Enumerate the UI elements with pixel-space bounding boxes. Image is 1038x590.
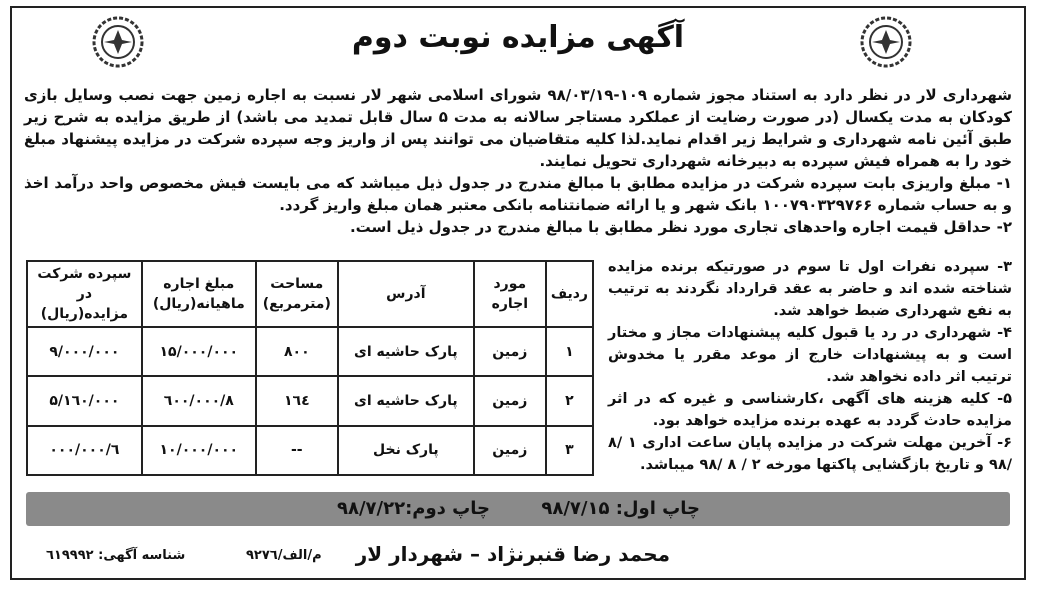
second-print-date: چاپ دوم:۹۸/۷/۲۲: [337, 498, 490, 519]
header-address: آدرس: [338, 261, 474, 327]
intro-text: [24, 84, 1012, 238]
notice-title: آگهی مزایده نوبت دوم: [351, 20, 685, 55]
condition-2: ۲- حداقل قیمت اجاره واحدهای تجاری مورد نظر مطابق با مبالغ مندرج در جدول ذیل است.: [349, 218, 1012, 236]
table-row: [27, 426, 593, 475]
cell-row: ۲: [546, 376, 593, 425]
cell-rent: ۱۵/۰۰۰/۰۰۰: [142, 327, 256, 376]
cell-area: ۱٦٤: [256, 376, 338, 425]
first-print-date: چاپ اول: ۹۸/۷/۱۵: [541, 498, 700, 519]
intro-paragraph: شهرداری لار در نظر دارد به استناد مجوز شماره ۱۰۹-۹۸/۰۳/۱۹ شورای اسلامی شهر لار نسبت به اجاره زمین جهت نصب وسایل بازی کودکان به مدت یکسال (در صورت رضایت از عملکرد مستاجر سالانه به مدت ۵ سال قابل تمدید می باشد) از طریق مزایده به شرح زیر طبق آئین نامه شهرداری و شرایط زیر اقدام نماید.لذا کلیه متقاضیان می توانند پس از واریز وجه سپرده شرکت در مزایده پیشنهاد مبلغ خود را به همراه فیش سپرده به دبیرخانه شهرداری تحویل نمایند.: [24, 86, 1013, 170]
cell-area: ۸۰۰: [256, 327, 338, 376]
cell-deposit: ٦/۰۰۰/۰۰۰: [27, 426, 142, 475]
print-dates-bar: [26, 492, 1010, 526]
mayor-signature: محمد رضا قنبرنژاد – شهردار لار: [355, 542, 670, 566]
notice-frame: [10, 6, 1026, 580]
condition-1: ۱- مبلغ واریزی بابت سپرده شرکت در مزایده مطابق با مبالغ مندرج در جدول ذیل میباشد که می بایست فیش مخصوص واحد درآمد اخذ و به حساب شماره ۱۰۰۷۹۰۳۲۹۷۶۶ بانک شهر و یا ارائه ضمانتنامه بانکی معتبر همان مبلغ واریز گردد.: [24, 174, 1012, 214]
header-deposit: سپرده شرکت در مزایده(ریال): [27, 261, 142, 327]
cell-row: ۱: [546, 327, 593, 376]
cell-area: --: [256, 426, 338, 475]
cell-type: زمین: [474, 426, 546, 475]
condition-5: ۵- کلیه هزینه های آگهی ،کارشناسی و غیره که در اثر مزایده حادث گردد به عهده برنده مزایده خواهد بود.: [608, 391, 1012, 429]
condition-4: ۴- شهرداری در رد یا قبول کلیه پیشنهادات مجاز و مختار است و به پیشنهادات خارج از موعد مقرر یا مخدوش ترتیب اثر داده نخواهد شد.: [608, 325, 1012, 385]
cell-type: زمین: [474, 376, 546, 425]
cell-deposit: ۹/۰۰۰/۰۰۰: [27, 327, 142, 376]
conditions-list: [608, 256, 1012, 476]
cell-rent: ۸/٦۰۰/۰۰۰: [142, 376, 256, 425]
ad-id: شناسه آگهی: ٦۱۹۹۹۲: [46, 548, 186, 563]
reference-number: م/الف/۹۲۷٦: [246, 548, 322, 563]
header-row-number: ردیف: [546, 261, 593, 327]
header-type: مورد اجاره: [474, 261, 546, 327]
table-row: [27, 327, 593, 376]
header-rent: مبلغ اجاره ماهیانه(ریال): [142, 261, 256, 327]
table-row: [27, 376, 593, 425]
table-header-row: [27, 261, 593, 327]
footer: [26, 536, 1010, 576]
cell-type: زمین: [474, 327, 546, 376]
cell-deposit: ۵/۱٦۰/۰۰۰: [27, 376, 142, 425]
condition-6: ۶- آخرین مهلت شرکت در مزایده پایان ساعت اداری ۱ /۸ /۹۸ و تاریخ بازگشایی پاکتها مورخه ۲ / ۸ /۹۸ میباشد.: [608, 435, 1012, 473]
cell-address: پارک حاشیه ای: [338, 376, 474, 425]
header-area: مساحت (مترمربع): [256, 261, 338, 327]
condition-3: ۳- سپرده نفرات اول تا سوم در صورتیکه برنده مزایده شناخته شده اند و حاضر به عقد قرارداد نگردند به ترتیب به نفع شهرداری ضبط خواهد شد.: [608, 259, 1012, 319]
cell-rent: ۱۰/۰۰۰/۰۰۰: [142, 426, 256, 475]
auction-table: [26, 260, 594, 476]
cell-row: ۳: [546, 426, 593, 475]
cell-address: پارک حاشیه ای: [338, 327, 474, 376]
cell-address: پارک نخل: [338, 426, 474, 475]
